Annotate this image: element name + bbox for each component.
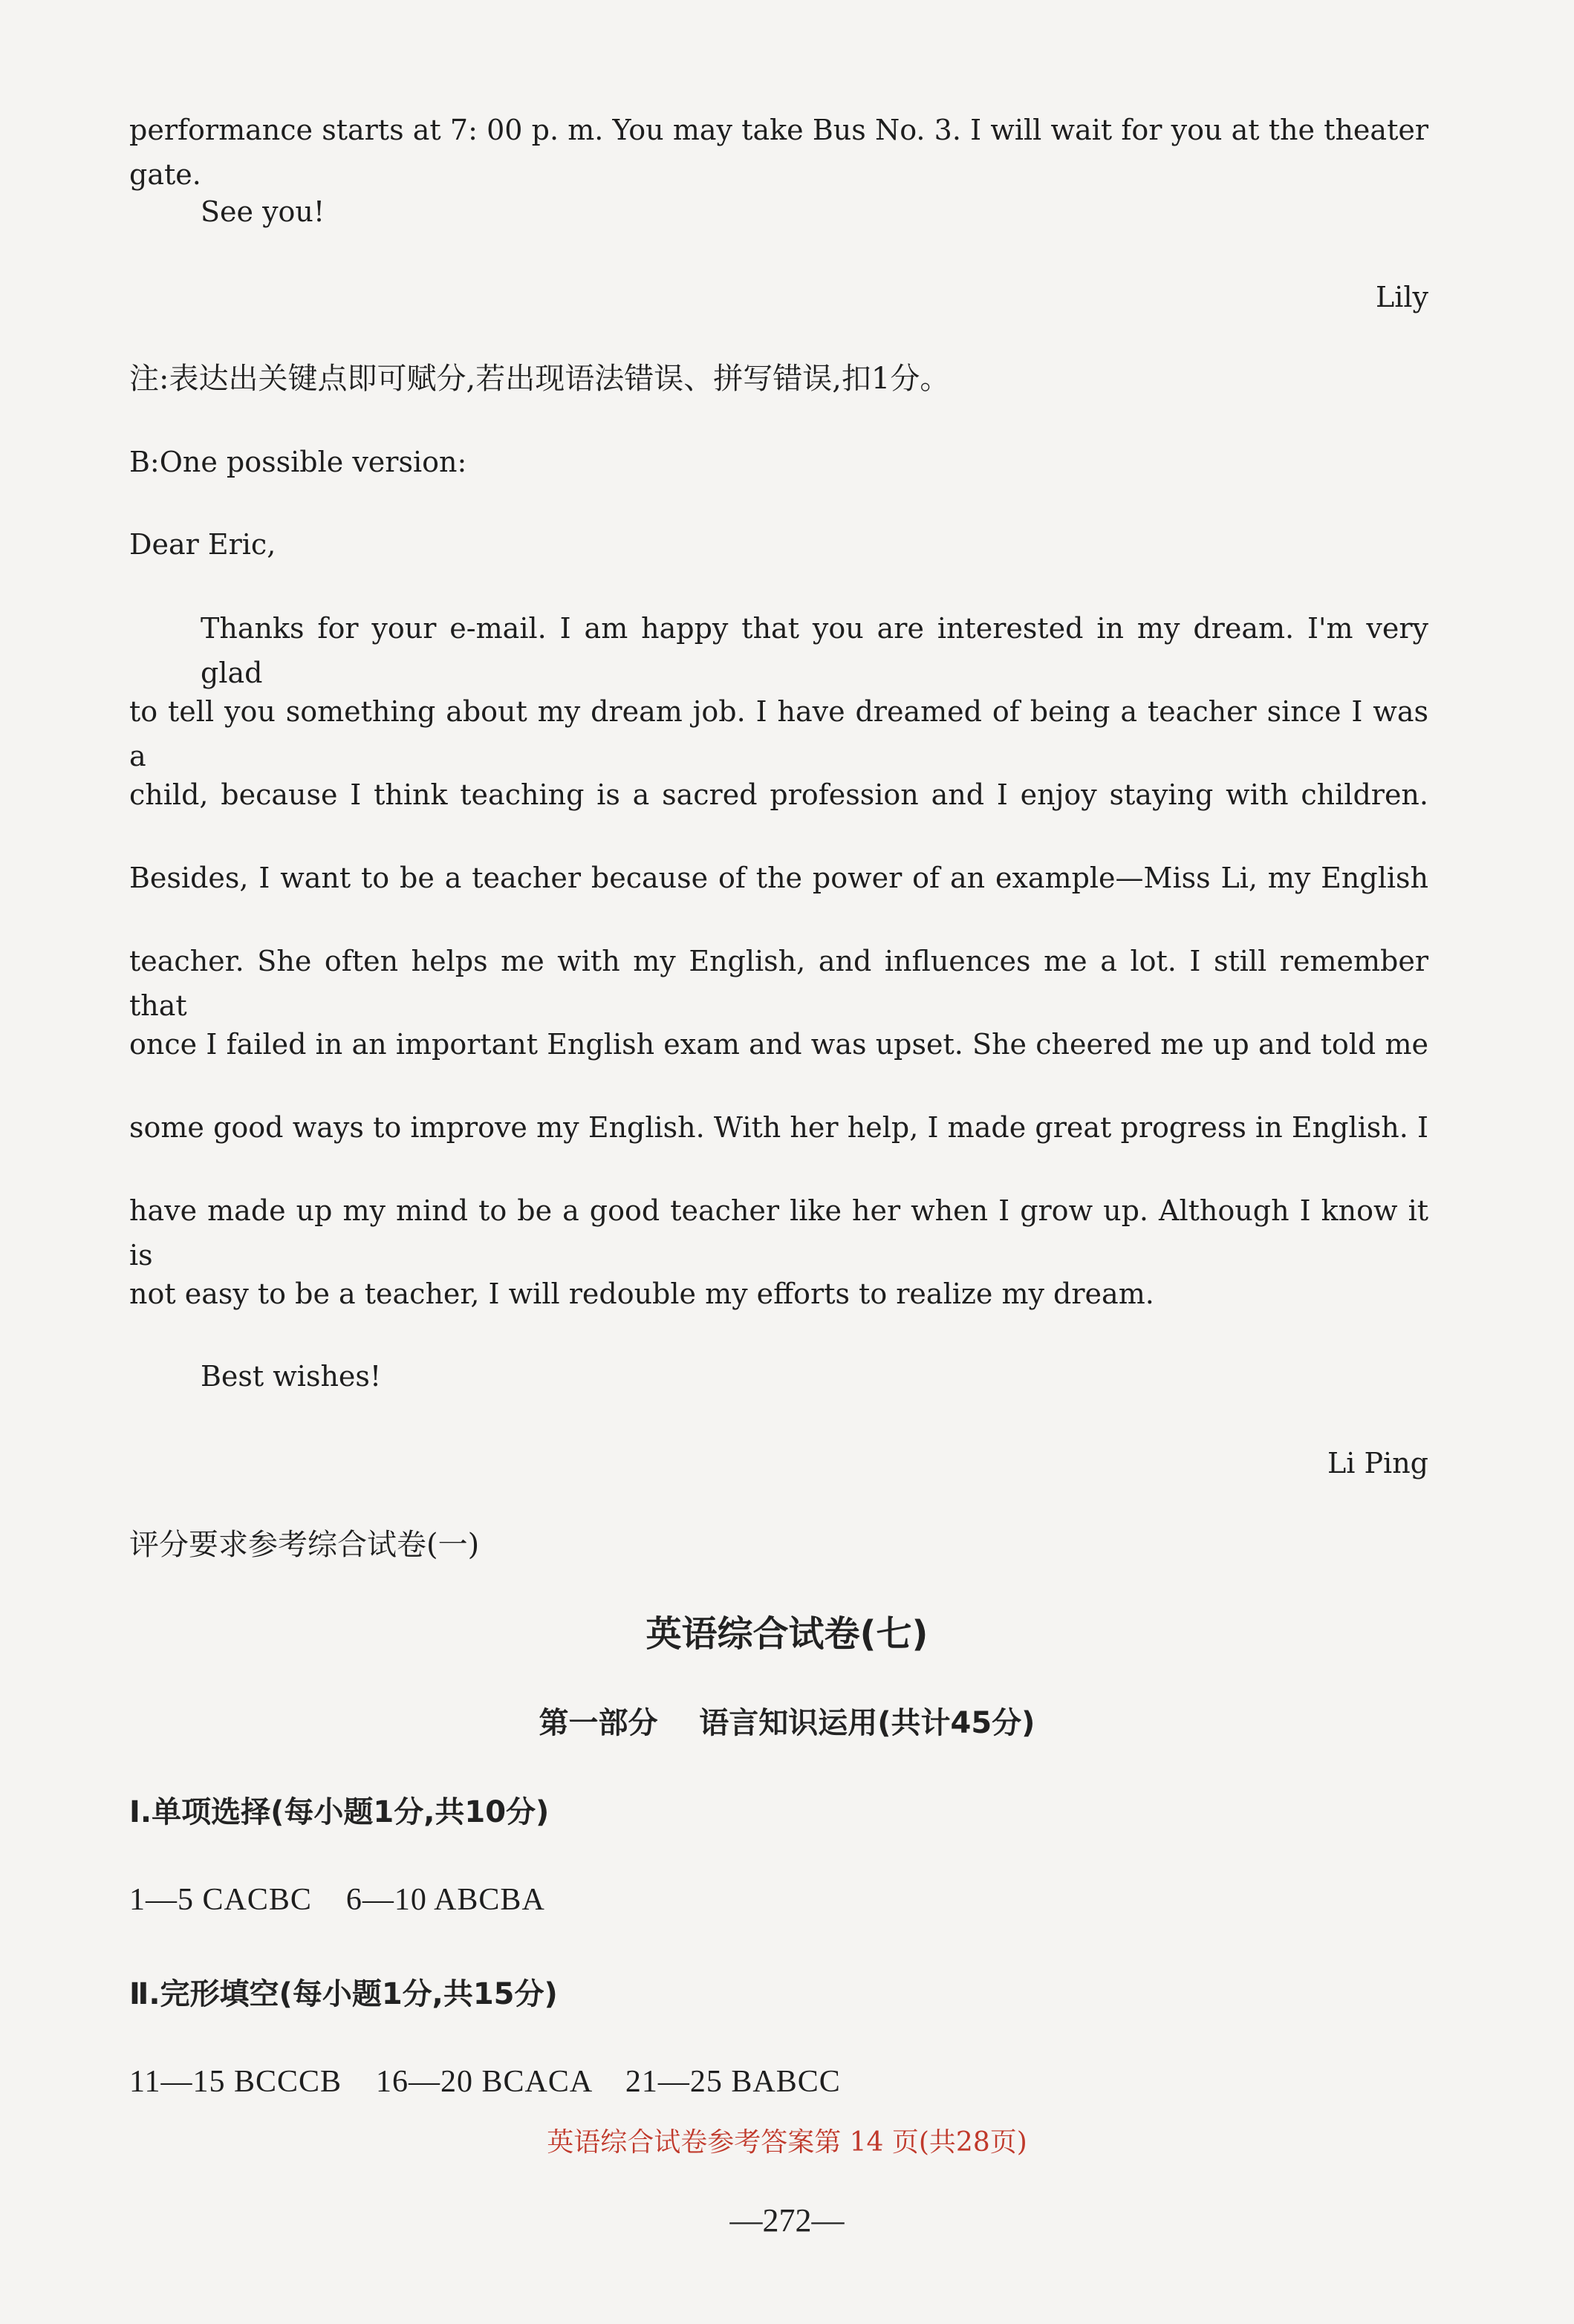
page-number: —272—: [729, 2202, 845, 2239]
letter-b-signature: Li Ping: [1327, 1447, 1428, 1480]
letter-b-body-line: some good ways to improve my English. With her help, I made great progress in English. I: [129, 1111, 1428, 1144]
answer-key: 1—5 CACBC 6—10 ABCBA: [129, 1883, 545, 1917]
section-heading: Ⅱ.完形填空(每小题1分,共15分): [129, 1977, 558, 2011]
letter-b-body-line: have made up my mind to be a good teacher like her when I grow up. Although I know it is: [129, 1194, 1428, 1272]
letter-b-body-line: Thanks for your e-mail. I am happy that you are interested in my dream. I'm very glad: [201, 612, 1428, 689]
letter-b-body-line: Besides, I want to be a teacher because of the power of an example—Miss Li, my English: [129, 862, 1428, 894]
letter-a-signature: Lily: [1375, 281, 1428, 313]
answer-key: 11—15 BCCCB 16—20 BCACA 21—25 BABCC: [129, 2065, 841, 2099]
letter-b-body-line: once I failed in an important English exam and was upset. She cheered me up and told me: [129, 1028, 1428, 1061]
section-heading: Ⅰ.单项选择(每小题1分,共10分): [129, 1795, 550, 1829]
exam-title: 英语综合试卷(七): [645, 1613, 929, 1655]
letter-a-line: performance starts at 7: 00 p. m. You may take Bus No. 3. I will wait for you at the theater gate.: [129, 114, 1428, 191]
scoring-reference: 评分要求参考综合试卷(一): [129, 1528, 480, 1562]
letter-b-closing: Best wishes!: [201, 1360, 382, 1393]
part-title: 第一部分 语言知识运用(共计45分): [539, 1706, 1035, 1740]
letter-b-body-line: not easy to be a teacher, I will redouble my efforts to realize my dream.: [129, 1277, 1154, 1310]
scoring-note: 注:表达出关键点即可赋分,若出现语法错误、拼写错误,扣1分。: [129, 362, 950, 396]
version-b-label: B:One possible version:: [129, 446, 467, 478]
letter-b-body-line: teacher. She often helps me with my English, and influences me a lot. I still remember that: [129, 945, 1428, 1022]
letter-a-closing: See you!: [201, 195, 325, 228]
letter-b-body-line: child, because I think teaching is a sacred profession and I enjoy staying with children.: [129, 778, 1428, 811]
page-footer-caption: 英语综合试卷参考答案第 14 页(共28页): [547, 2127, 1027, 2158]
letter-b-greeting: Dear Eric,: [129, 528, 276, 561]
letter-b-body-line: to tell you something about my dream job. I have dreamed of being a teacher since I was a: [129, 695, 1428, 772]
